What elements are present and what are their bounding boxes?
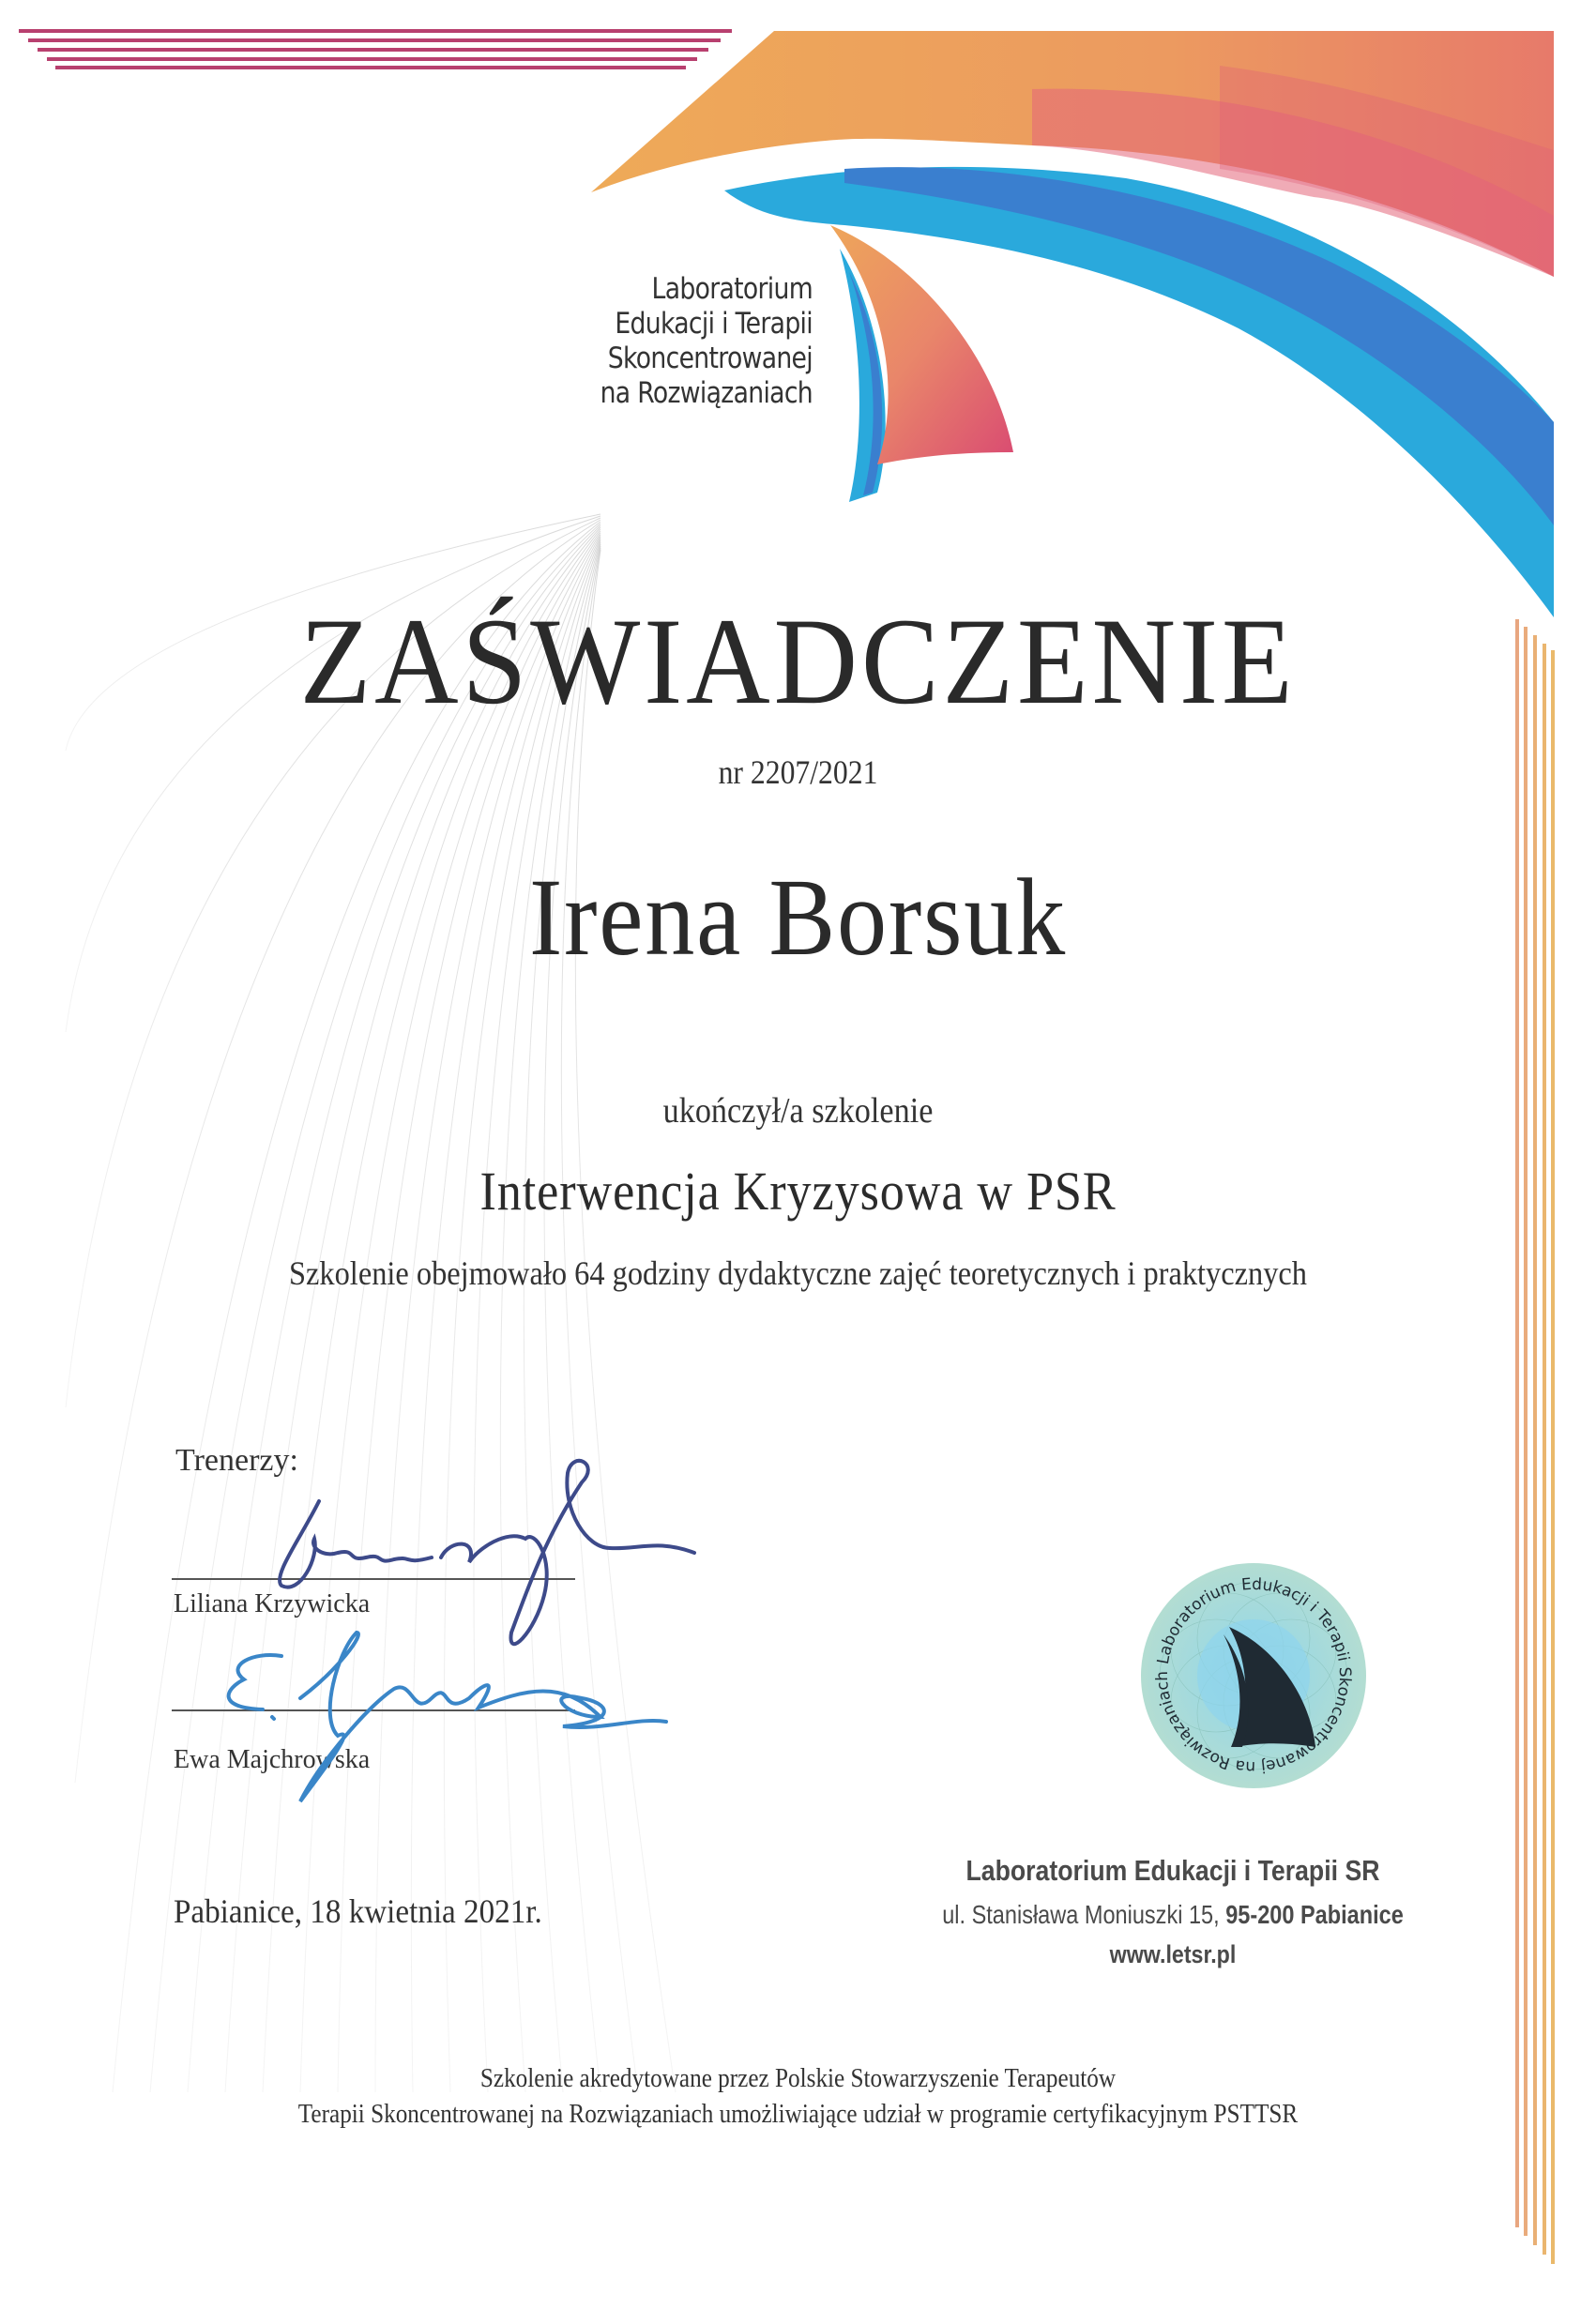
recipient-name: Irena Borsuk: [528, 856, 1068, 979]
trainer-name-1: Liliana Krzywicka: [174, 1589, 371, 1618]
address-city: 95-200 Pabianice: [1225, 1900, 1404, 1929]
address-street: ul. Stanisława Moniuszki 15,: [942, 1900, 1226, 1929]
completed-text: ukończył/a szkolenie: [662, 1091, 934, 1131]
organization-address: [929, 1900, 1418, 1930]
organization-seal: [1137, 1559, 1370, 1792]
footer-line-1: Szkolenie akredytowane przez Polskie Stowarzyszenie Terapeutów: [479, 2064, 1117, 2093]
logo-line-4: na Rozwiązaniach: [600, 376, 813, 410]
footer-line-2: Terapii Skoncentrowanej na Rozwiązaniach umożliwiające udział w programie certyfikacyjnym PSTTSR: [297, 2100, 1299, 2129]
logo-line-3: Skoncentrowanej: [607, 342, 813, 375]
course-name: Interwencja Kryzysowa w PSR: [479, 1161, 1117, 1222]
organization-website[interactable]: www.letsr.pl: [1109, 1940, 1237, 1968]
certificate-title: ZAŚWIADCZENIE: [299, 592, 1297, 730]
trainer-name-2: Ewa Majchrowska: [174, 1745, 371, 1774]
signature-1: [280, 1461, 694, 1644]
issue-date: Pabianice, 18 kwietnia 2021r.: [174, 1892, 542, 1930]
trainers-label: Trenerzy:: [175, 1443, 298, 1478]
signature-2: [229, 1633, 666, 1801]
course-hours-text: Szkolenie obejmowało 64 godziny dydaktyczne zajęć teoretycznych i praktycznych: [289, 1254, 1307, 1292]
logo-line-2: Edukacji i Terapii: [615, 307, 813, 341]
seal-ring-text: Laboratorium Edukacji i Terapii Skoncentrowanej na Rozwiązaniach: [1152, 1574, 1355, 1777]
logo-line-1: Laboratorium: [651, 272, 813, 306]
organization-name: Laboratorium Edukacji i Terapii SR: [965, 1854, 1380, 1887]
certificate-number: nr 2207/2021: [718, 753, 878, 791]
